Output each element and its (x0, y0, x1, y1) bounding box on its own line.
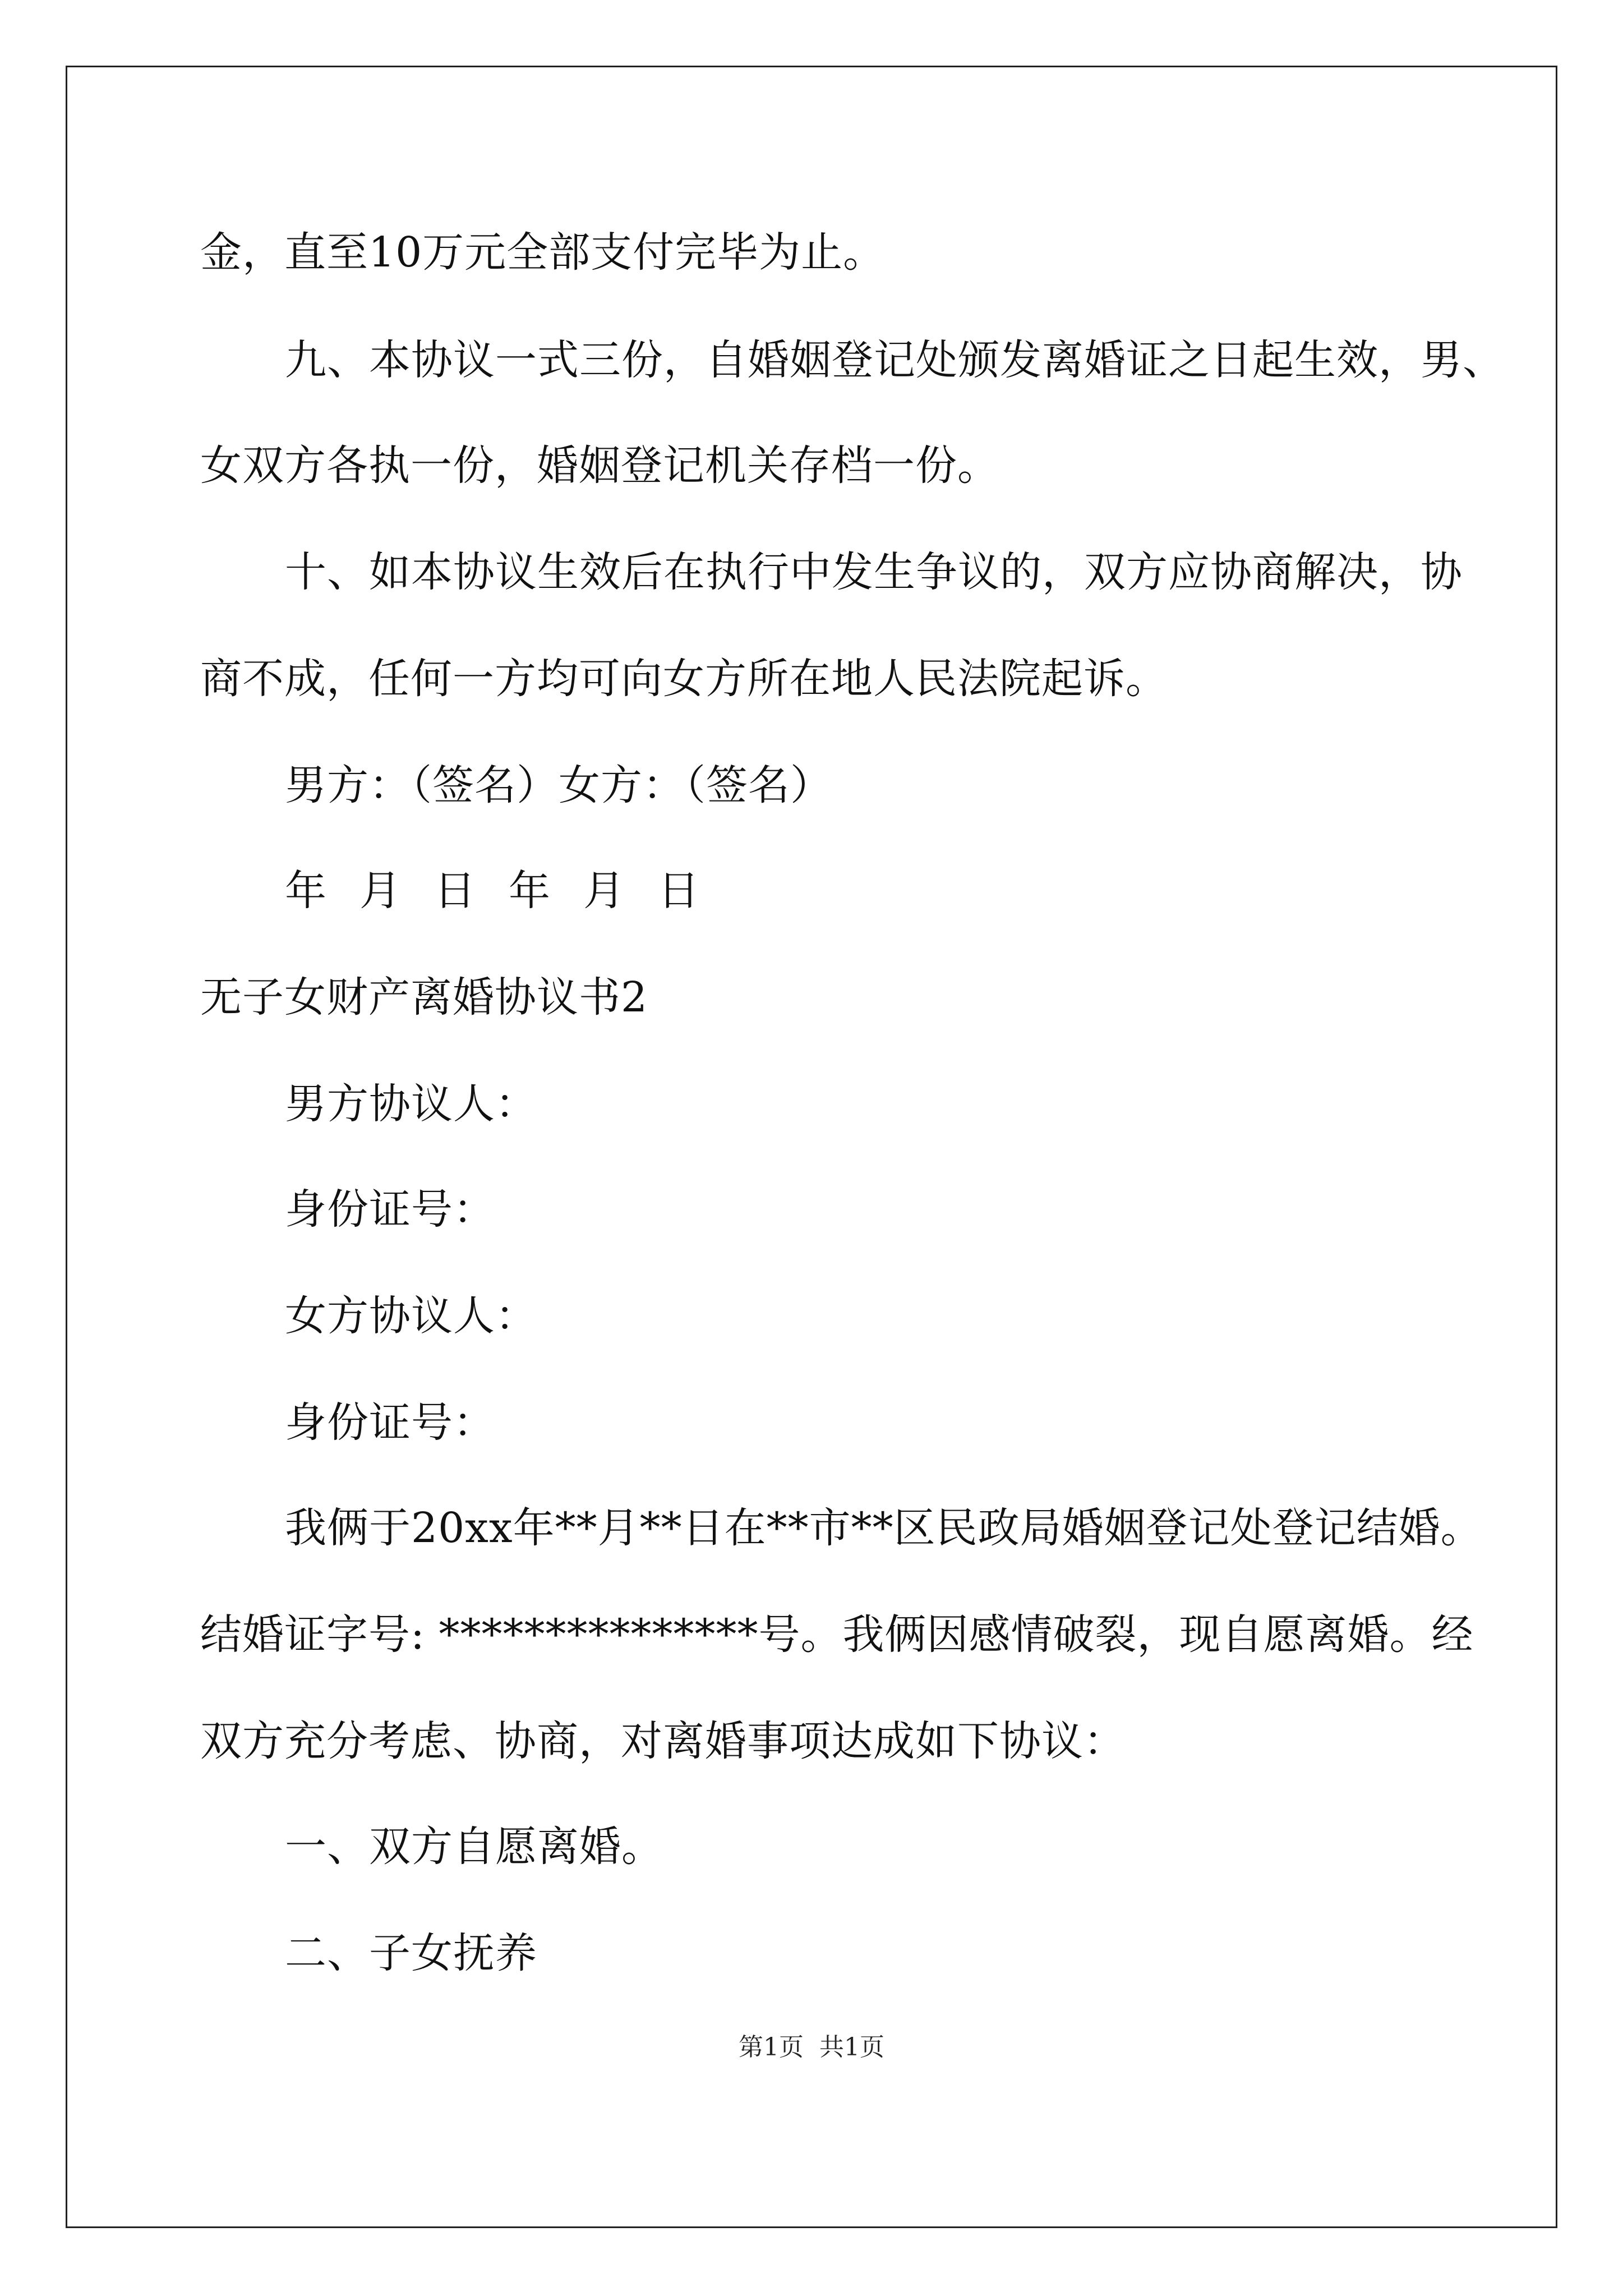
date-day-label: 日 (434, 867, 476, 915)
page-border (66, 66, 1557, 2228)
date-line (285, 864, 732, 918)
paragraph-line: 九、本协议一式三份，自婚姻登记处颁发离婚证之日起生效，男、 (285, 336, 1505, 384)
document-title: 无子女财产离婚协议书2 (200, 973, 648, 1022)
male-party-label: 男方协议人： (285, 1080, 537, 1128)
page-total: 共1页 (819, 2033, 884, 2062)
paragraph-line: 女双方各执一份，婚姻登记机关存档一份。 (200, 441, 999, 490)
date-month-label: 月 (359, 867, 402, 915)
date-year-label: 年 (509, 867, 551, 915)
page-number: 第1页 (739, 2033, 804, 2062)
signature-line: 男方：（签名）女方：（签名） (285, 761, 832, 809)
paragraph-line: 我俩于20xx年**月**日在**市**区民政局婚姻登记处登记结婚。 (285, 1504, 1483, 1552)
date-day-label: 日 (658, 867, 700, 915)
female-id-label: 身份证号： (285, 1398, 495, 1447)
female-party-label: 女方协议人： (285, 1292, 537, 1340)
paragraph-line: 双方充分考虑、协商，对离婚事项达成如下协议： (200, 1717, 1126, 1765)
paragraph-line: 十、如本协议生效后在执行中发生争议的，双方应协商解决，协 (285, 548, 1463, 596)
paragraph-line: 结婚证字号: ***************号。我俩因感情破裂，现自愿离婚。经 (200, 1611, 1474, 1659)
paragraph-line: 金，直至10万元全部支付完毕为止。 (200, 228, 886, 277)
date-month-label: 月 (583, 867, 625, 915)
page-footer (0, 2031, 1623, 2064)
agreement-item: 一、双方自愿离婚。 (285, 1823, 663, 1871)
date-year-label: 年 (285, 867, 327, 915)
paragraph-line: 商不成，任何一方均可向女方所在地人民法院起诉。 (200, 655, 1168, 703)
agreement-item: 二、子女抚养 (285, 1929, 537, 1977)
male-id-label: 身份证号： (285, 1185, 495, 1234)
